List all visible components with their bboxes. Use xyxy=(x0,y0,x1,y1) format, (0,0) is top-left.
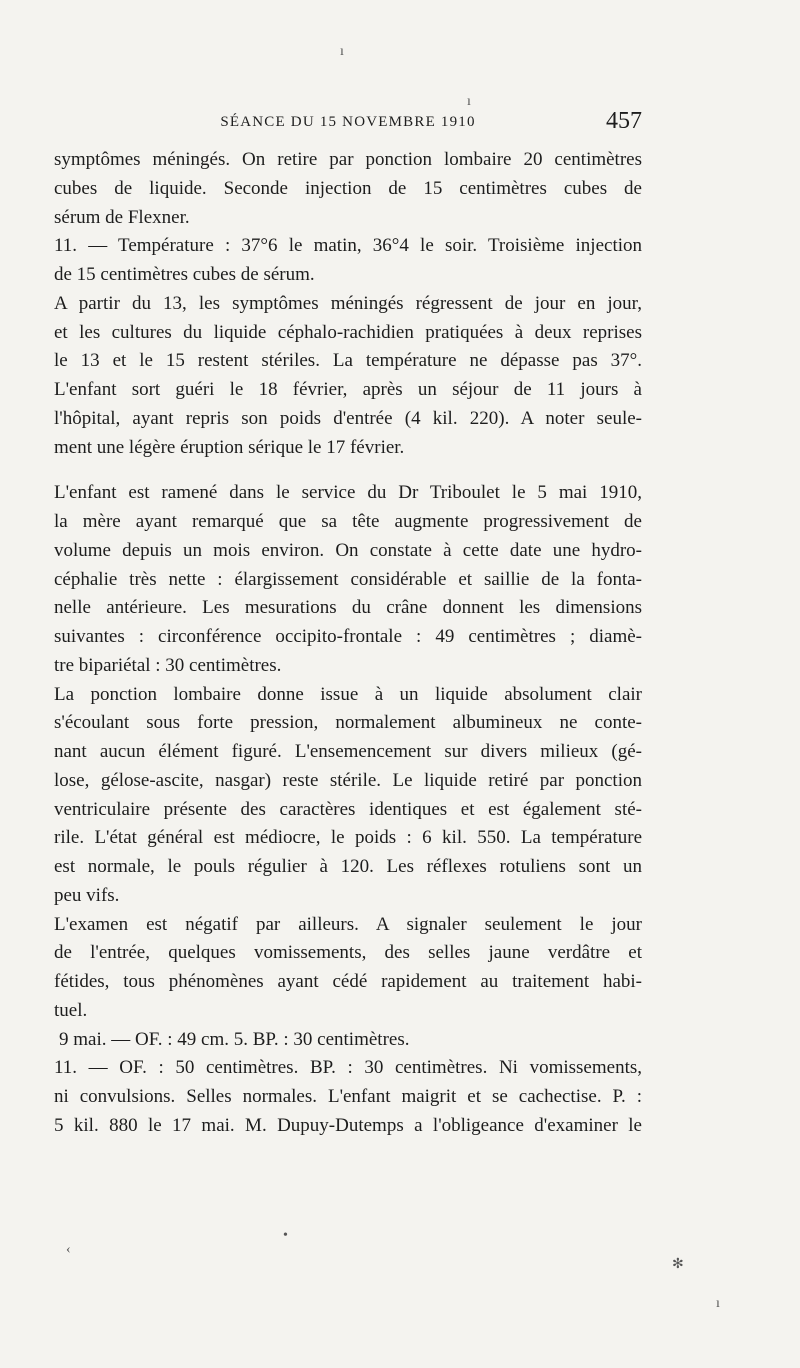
text-line: volume depuis un mois environ. On constate à cette date une hydro- xyxy=(54,539,642,561)
page-number: 457 xyxy=(606,108,642,134)
text-line: 11. — OF. : 50 centimètres. BP. : 30 centimètres. Ni vomissements, xyxy=(54,1057,642,1079)
text-line: la mère ayant remarqué que sa tête augmente progressivement de xyxy=(54,511,642,532)
body-text xyxy=(54,146,642,1141)
text-line: de l'entrée, quelques vomissements, des selles jaune verdâtre et xyxy=(54,942,642,964)
text-line: 5 kil. 880 le 17 mai. M. Dupuy-Dutemps a l'obligeance d'examiner le xyxy=(54,1114,642,1136)
text-line: L'enfant est ramené dans le service du Dr Triboulet le 5 mai 1910, xyxy=(54,482,642,504)
text-line: de 15 centimètres cubes de sérum. xyxy=(54,264,315,285)
paragraph-gap xyxy=(54,462,642,479)
text-line: fétides, tous phénomènes ayant cédé rapidement au traitement habi- xyxy=(54,971,642,992)
text-line: A partir du 13, les symptômes méningés régressent de jour en jour, xyxy=(54,292,642,314)
running-title: SÉANCE DU 15 NOVEMBRE 1910 xyxy=(220,114,476,130)
text-line: symptômes méningés. On retire par ponction lombaire 20 centimètres xyxy=(54,149,642,170)
text-line: est normale, le pouls régulier à 120. Les réflexes rotuliens sont un xyxy=(54,856,642,877)
text-line: L'examen est négatif par ailleurs. A signaler seulement le jour xyxy=(54,913,642,935)
text-line: 11. — Température : 37°6 le matin, 36°4 le soir. Troisième injection xyxy=(54,235,642,257)
text-line: cubes de liquide. Seconde injection de 15 centimètres cubes de xyxy=(54,177,642,199)
text-line: céphalie très nette : élargissement considérable et saillie de la fonta- xyxy=(54,568,642,590)
scan-mark: ı xyxy=(467,94,471,109)
text-line: l'hôpital, ayant repris son poids d'entrée (4 kil. 220). A noter seule- xyxy=(54,407,642,429)
scan-mark: ‹ xyxy=(66,1242,71,1257)
text-line: L'enfant sort guéri le 18 février, après un séjour de 11 jours à xyxy=(54,379,642,400)
text-line: sérum de Flexner. xyxy=(54,206,190,228)
text-line: ventriculaire présente des caractères identiques et est également sté- xyxy=(54,798,642,820)
text-line: tre bipariétal : 30 centimètres. xyxy=(54,654,282,676)
text-line: lose, gélose-ascite, nasgar) reste stérile. Le liquide retiré par ponction xyxy=(54,769,642,791)
text-line: le 13 et le 15 restent stériles. La température ne dépasse pas 37°. xyxy=(54,350,642,372)
text-line: peu vifs. xyxy=(54,884,120,906)
scan-mark: ı xyxy=(716,1296,720,1311)
text-line: nelle antérieure. Les mesurations du crâne donnent les dimensions xyxy=(54,597,642,619)
text-line: La ponction lombaire donne issue à un liquide absolument clair xyxy=(54,683,642,705)
text-line: 9 mai. — OF. : 49 cm. 5. BP. : 30 centimètres. xyxy=(59,1028,410,1050)
running-head xyxy=(54,108,642,142)
text-line: ni convulsions. Selles normales. L'enfant maigrit et se cachectise. P. : xyxy=(54,1086,642,1107)
text-line: ment une légère éruption sérique le 17 février. xyxy=(54,436,405,458)
text-line: rile. L'état général est médiocre, le poids : 6 kil. 550. La température xyxy=(54,827,642,849)
text-line: et les cultures du liquide céphalo-rachidien pratiquées à deux reprises xyxy=(54,321,642,343)
text-line: nant aucun élément figuré. L'ensemencement sur divers milieux (gé- xyxy=(54,741,642,762)
text-line: s'écoulant sous forte pression, normalement albumineux ne conte- xyxy=(54,712,642,734)
text-line: tuel. xyxy=(54,999,88,1021)
scan-mark: ı xyxy=(340,44,344,59)
scan-mark: ✻ xyxy=(672,1257,684,1272)
scan-mark: • xyxy=(283,1228,288,1243)
text-line: suivantes : circonférence occipito-frontale : 49 centimètres ; diamè- xyxy=(54,626,642,647)
